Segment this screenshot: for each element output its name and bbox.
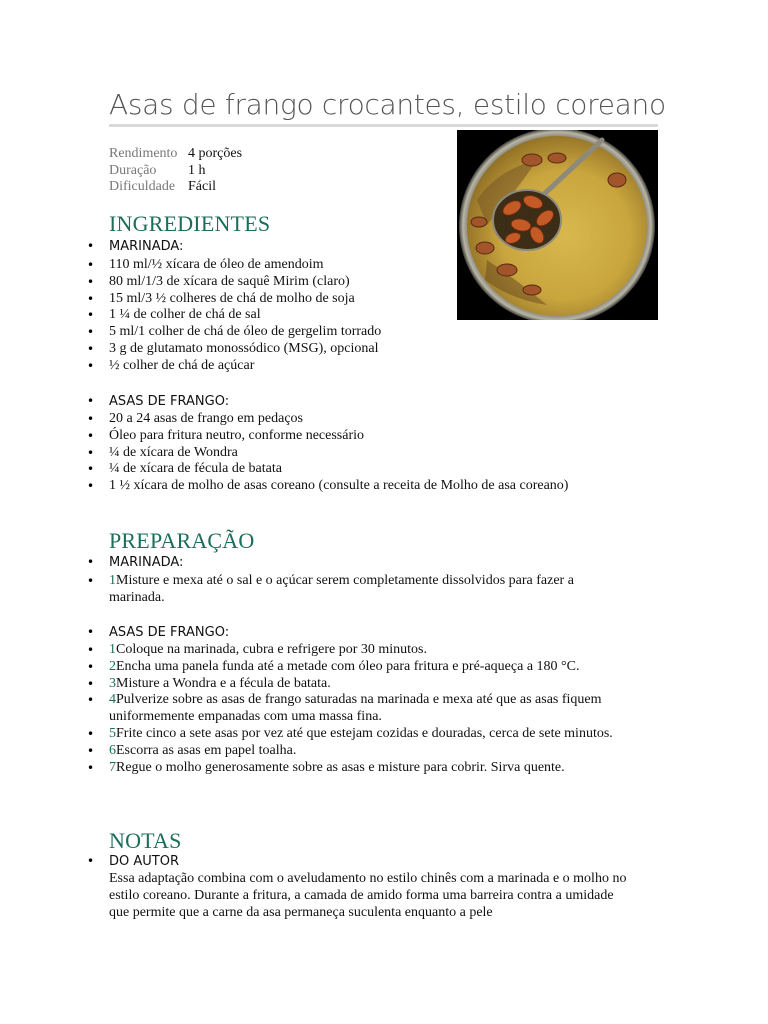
meta-value: Fácil <box>188 179 216 194</box>
step-text: Escorra as asas em papel toalha. <box>116 742 297 758</box>
list-item: • 3 g de glutamato monossódico (MSG), opcional <box>109 341 649 358</box>
marinade-ingredients-list <box>109 257 649 375</box>
list-item <box>109 642 644 659</box>
list-item: • ¼ de xícara de fécula de batata <box>109 461 649 478</box>
page-title: Asas de frango crocantes, estilo coreano <box>109 88 666 121</box>
list-item: • 80 ml/1/3 de xícara de saquê Mirim (claro) <box>109 274 649 291</box>
list-item: • 110 ml/½ xícara de óleo de amendoim <box>109 257 649 274</box>
list-item: • ¼ de xícara de Wondra <box>109 445 649 462</box>
step-number: 4 <box>109 692 116 708</box>
list-item <box>109 726 644 743</box>
step-number: 3 <box>109 675 116 691</box>
step-number: 1 <box>109 573 116 588</box>
notes-heading: NOTAS <box>109 828 182 853</box>
preparation-marinade-label: • MARINADA: <box>109 555 183 570</box>
meta-value: 4 porções <box>188 146 243 161</box>
step-number: 6 <box>109 742 116 758</box>
step-text: Misture e mexa até o sal e o açúcar serem completamente dissolvidos para fazer a marinada. <box>109 573 574 605</box>
list-item: • 1 ¼ de colher de chá de sal <box>109 307 649 324</box>
meta-difficulty <box>109 179 242 196</box>
wings-ingredients-list <box>109 411 649 495</box>
preparation-heading: PREPARAÇÃO <box>109 528 255 553</box>
step-text: Coloque na marinada, cubra e refrigere por 30 minutos. <box>116 642 428 657</box>
meta-label: Duração <box>109 162 157 178</box>
ingredients-wings-label: • ASAS DE FRANGO: <box>109 394 229 409</box>
meta-label: Dificuldade <box>109 179 176 194</box>
step-number: 1 <box>109 642 116 657</box>
meta-duration <box>109 163 242 180</box>
list-item <box>109 676 644 693</box>
list-item <box>109 760 644 777</box>
list-item: • Óleo para fritura neutro, conforme necessário <box>109 428 649 445</box>
preparation-wings-label: • ASAS DE FRANGO: <box>109 625 229 640</box>
step-text: Encha uma panela funda até a metade com óleo para fritura e pré-aqueça a 180 °C. <box>116 658 580 674</box>
list-item: • 20 a 24 asas de frango em pedaços <box>109 411 649 428</box>
list-item: • 15 ml/3 ½ colheres de chá de molho de soja <box>109 291 649 308</box>
list-item <box>109 743 644 760</box>
notes-author-text: Essa adaptação combina com o aveludamento no estilo chinês com a marinada e o molho no estilo coreano. Durante a fritura, a camada de amido forma uma barreira contra a umidade que permite que a carne da asa permaneça suculenta enquanto a pele <box>109 871 627 920</box>
notes-author-label: • DO AUTOR <box>109 854 179 869</box>
list-item <box>109 692 644 726</box>
ingredients-marinade-label: • MARINADA: <box>109 239 183 254</box>
list-item <box>109 659 644 676</box>
step-text: Frite cinco a sete asas por vez até que estejam cozidas e douradas, cerca de sete minutos. <box>116 725 613 741</box>
list-item: • 5 ml/1 colher de chá de óleo de gergelim torrado <box>109 324 649 341</box>
step-text: Misture a Wondra e a fécula de batata. <box>116 675 331 691</box>
meta-label: Rendimento <box>109 146 178 161</box>
step-number: 2 <box>109 658 116 674</box>
list-item <box>109 573 629 607</box>
step-text: Pulverize sobre as asas de frango saturadas na marinada e mexa até que as asas fiquem uniformemente empanadas com uma massa fina. <box>109 692 602 725</box>
title-underline <box>109 124 658 127</box>
list-item: • ½ colher de chá de açúcar <box>109 358 649 375</box>
step-number: 5 <box>109 725 116 741</box>
ingredients-heading: INGREDIENTES <box>109 211 271 236</box>
step-number: 7 <box>109 759 116 775</box>
wings-steps-list <box>109 642 644 776</box>
step-text: Regue o molho generosamente sobre as asas e misture para cobrir. Sirva quente. <box>116 759 565 775</box>
meta-yield <box>109 146 242 163</box>
meta-value: 1 h <box>188 162 206 178</box>
list-item: • 1 ½ xícara de molho de asas coreano (consulte a receita de Molho de asa coreano) <box>109 478 649 495</box>
recipe-meta <box>109 146 242 196</box>
marinade-steps-list <box>109 573 629 607</box>
